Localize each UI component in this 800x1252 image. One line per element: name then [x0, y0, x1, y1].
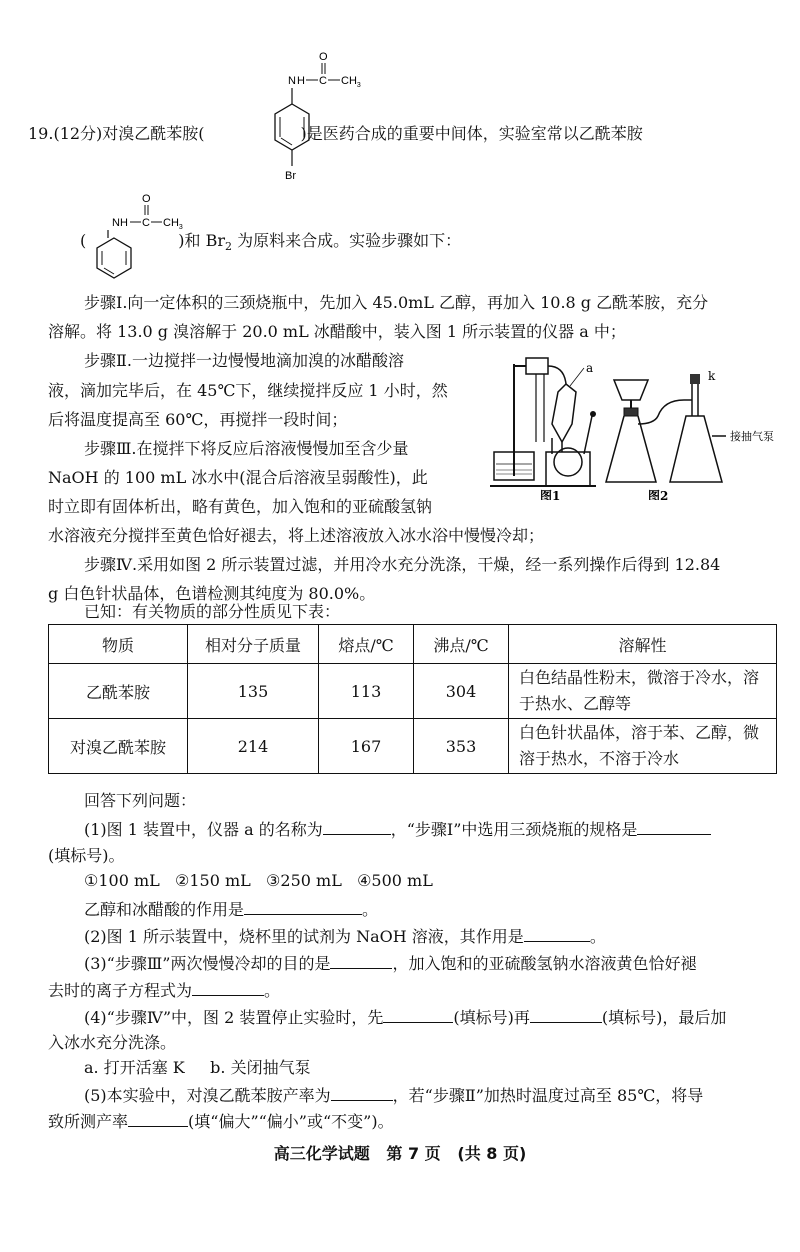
table-cell-mw: 214 [188, 719, 319, 774]
answer-blank[interactable] [330, 952, 392, 969]
question-5-line2: 致所测产率 (填“偏大”“偏小”或“不变”)。 [48, 1112, 394, 1131]
table-cell-mw: 135 [188, 664, 319, 719]
answer-blank[interactable] [323, 818, 391, 835]
table-cell-bp: 304 [414, 664, 509, 719]
step4-line2: g 白色针状晶体，色谱检测其纯度为 80.0%。 [48, 584, 376, 603]
question-4-line1: (4)“步骤Ⅳ”中，图 2 装置停止实验时，先 (填标号)再 (填标号)，最后加 [84, 1008, 727, 1027]
step3-line4: 水溶液充分搅拌至黄色恰好褪去，将上述溶液放入冰水浴中慢慢冷却； [48, 526, 545, 545]
figure1-label: 图1 [540, 489, 561, 500]
struct1-br: Br [285, 170, 296, 182]
answers-intro: 回答下列问题： [84, 791, 197, 810]
question-1-line2: (填标号)。 [48, 846, 125, 865]
table-cell-bp: 353 [414, 719, 509, 774]
struct1-c: C [319, 75, 327, 87]
struct1-ch3: $CH_3$ [341, 75, 361, 89]
answer-blank[interactable] [244, 898, 362, 915]
struct1-o: O [319, 51, 328, 63]
question-5-line1: (5)本实验中，对溴乙酰苯胺产率为 ，若“步骤Ⅱ”加热时温度过高至 85℃，将导 [84, 1086, 704, 1105]
struct2-o: O [142, 193, 151, 205]
known-line: 已知：有关物质的部分性质见下表： [84, 602, 341, 621]
figure1-label-a: a [586, 361, 594, 375]
question-intro-line1: 19.(12分)对溴乙酰苯胺( )是医药合成的重要中间体，实验室常以乙酰苯胺 [28, 124, 643, 143]
struct2-nh: NH [112, 217, 128, 229]
question-4-line2: 入冰水充分洗涤。 [48, 1033, 177, 1052]
step2-line1: 步骤Ⅱ.一边搅拌一边慢慢地滴加溴的冰醋酸溶 [84, 351, 404, 370]
figure2-apparatus [606, 369, 774, 500]
struct2-ch3: $CH_3$ [163, 217, 183, 231]
question-1-line1: (1)图 1 装置中，仪器 a 的名称为 ，“步骤Ⅰ”中选用三颈烧瓶的规格是 [84, 818, 711, 840]
answer-blank[interactable] [637, 818, 711, 835]
apparatus-figures [486, 344, 786, 500]
question-3-line1: (3)“步骤Ⅲ”两次慢慢冷却的目的是 ，加入饱和的亚硫酸氢钠水溶液黄色恰好褪 [84, 954, 697, 973]
answer-blank[interactable] [192, 979, 264, 996]
table-cell-mp: 113 [319, 664, 414, 719]
question-intro-line2: ( )和 $Br_2$ 为原料来合成。实验步骤如下： [80, 231, 462, 254]
figure1-apparatus [490, 358, 596, 500]
step2-line2: 液，滴加完毕后，在 45℃下，继续搅拌反应 1 小时，然 [48, 381, 448, 400]
figure2-label: 图2 [648, 489, 669, 500]
table-header: 熔点/℃ [319, 625, 414, 664]
step2-line3: 后将温度提高至 60℃，再搅拌一段时间； [48, 410, 348, 429]
table-cell-name: 乙酰苯胺 [49, 664, 188, 719]
table-header: 沸点/℃ [414, 625, 509, 664]
step3-line1: 步骤Ⅲ.在搅拌下将反应后溶液慢慢加至含少量 [84, 439, 409, 458]
table-cell-solubility: 白色结晶性粉末，微溶于冷水，溶 于热水、乙醇等 [509, 664, 777, 719]
table-header: 相对分子质量 [188, 625, 319, 664]
step1-line1: 步骤Ⅰ.向一定体积的三颈烧瓶中，先加入 45.0mL 乙醇，再加入 10.8 g 乙酰苯胺，充分 [84, 293, 709, 312]
answer-blank[interactable] [530, 1006, 602, 1023]
figure2-pump-label: 接抽气泵 [730, 430, 774, 443]
question-2: (2)图 1 所示装置中，烧杯里的试剂为 NaOH 溶液，其作用是 。 [84, 927, 606, 946]
table-header-row [49, 625, 777, 664]
question-1-options: ①100 mL ②150 mL ③250 mL ④500 mL [84, 871, 433, 890]
answer-blank[interactable] [383, 1006, 453, 1023]
table-cell-mp: 167 [319, 719, 414, 774]
question-3-line2: 去时的离子方程式为 。 [48, 981, 281, 1000]
para-bromoacetanilide-structure [272, 48, 372, 188]
table-header: 物质 [49, 625, 188, 664]
question-1-line3: 乙醇和冰醋酸的作用是 。 [84, 900, 379, 919]
step4-line1: 步骤Ⅳ.采用如图 2 所示装置过滤，并用冷水充分洗涤，干燥，经一系列操作后得到 12.84 [84, 555, 721, 574]
step3-line2: NaOH 的 100 mL 冰水中(混合后溶液呈弱酸性)，此 [48, 468, 428, 487]
page-footer: 高三化学试题 第 7 页 (共 8 页) [273, 1144, 527, 1163]
struct1-h: H [297, 75, 305, 87]
table-cell-solubility: 白色针状晶体，溶于苯、乙醇，微 溶于热水，不溶于冷水 [509, 719, 777, 774]
step3-line3: 时立即有固体析出，略有黄色，加入饱和的亚硫酸氢钠 [48, 497, 433, 516]
answer-blank[interactable] [128, 1110, 188, 1127]
question-4-options: a. 打开活塞 K b. 关闭抽气泵 [84, 1058, 311, 1077]
properties-table [48, 624, 777, 774]
table-row [49, 664, 777, 719]
struct1-n: N [288, 75, 296, 87]
table-header: 溶解性 [509, 625, 777, 664]
figure2-label-k: k [708, 369, 716, 383]
answer-blank[interactable] [524, 925, 590, 942]
table-row [49, 719, 777, 774]
answer-blank[interactable] [331, 1084, 393, 1101]
step1-line2: 溶解。将 13.0 g 溴溶解于 20.0 mL 冰醋酸中，装入图 1 所示装置的仪器 a 中； [48, 322, 626, 341]
struct2-c: C [142, 217, 150, 229]
table-cell-name: 对溴乙酰苯胺 [49, 719, 188, 774]
